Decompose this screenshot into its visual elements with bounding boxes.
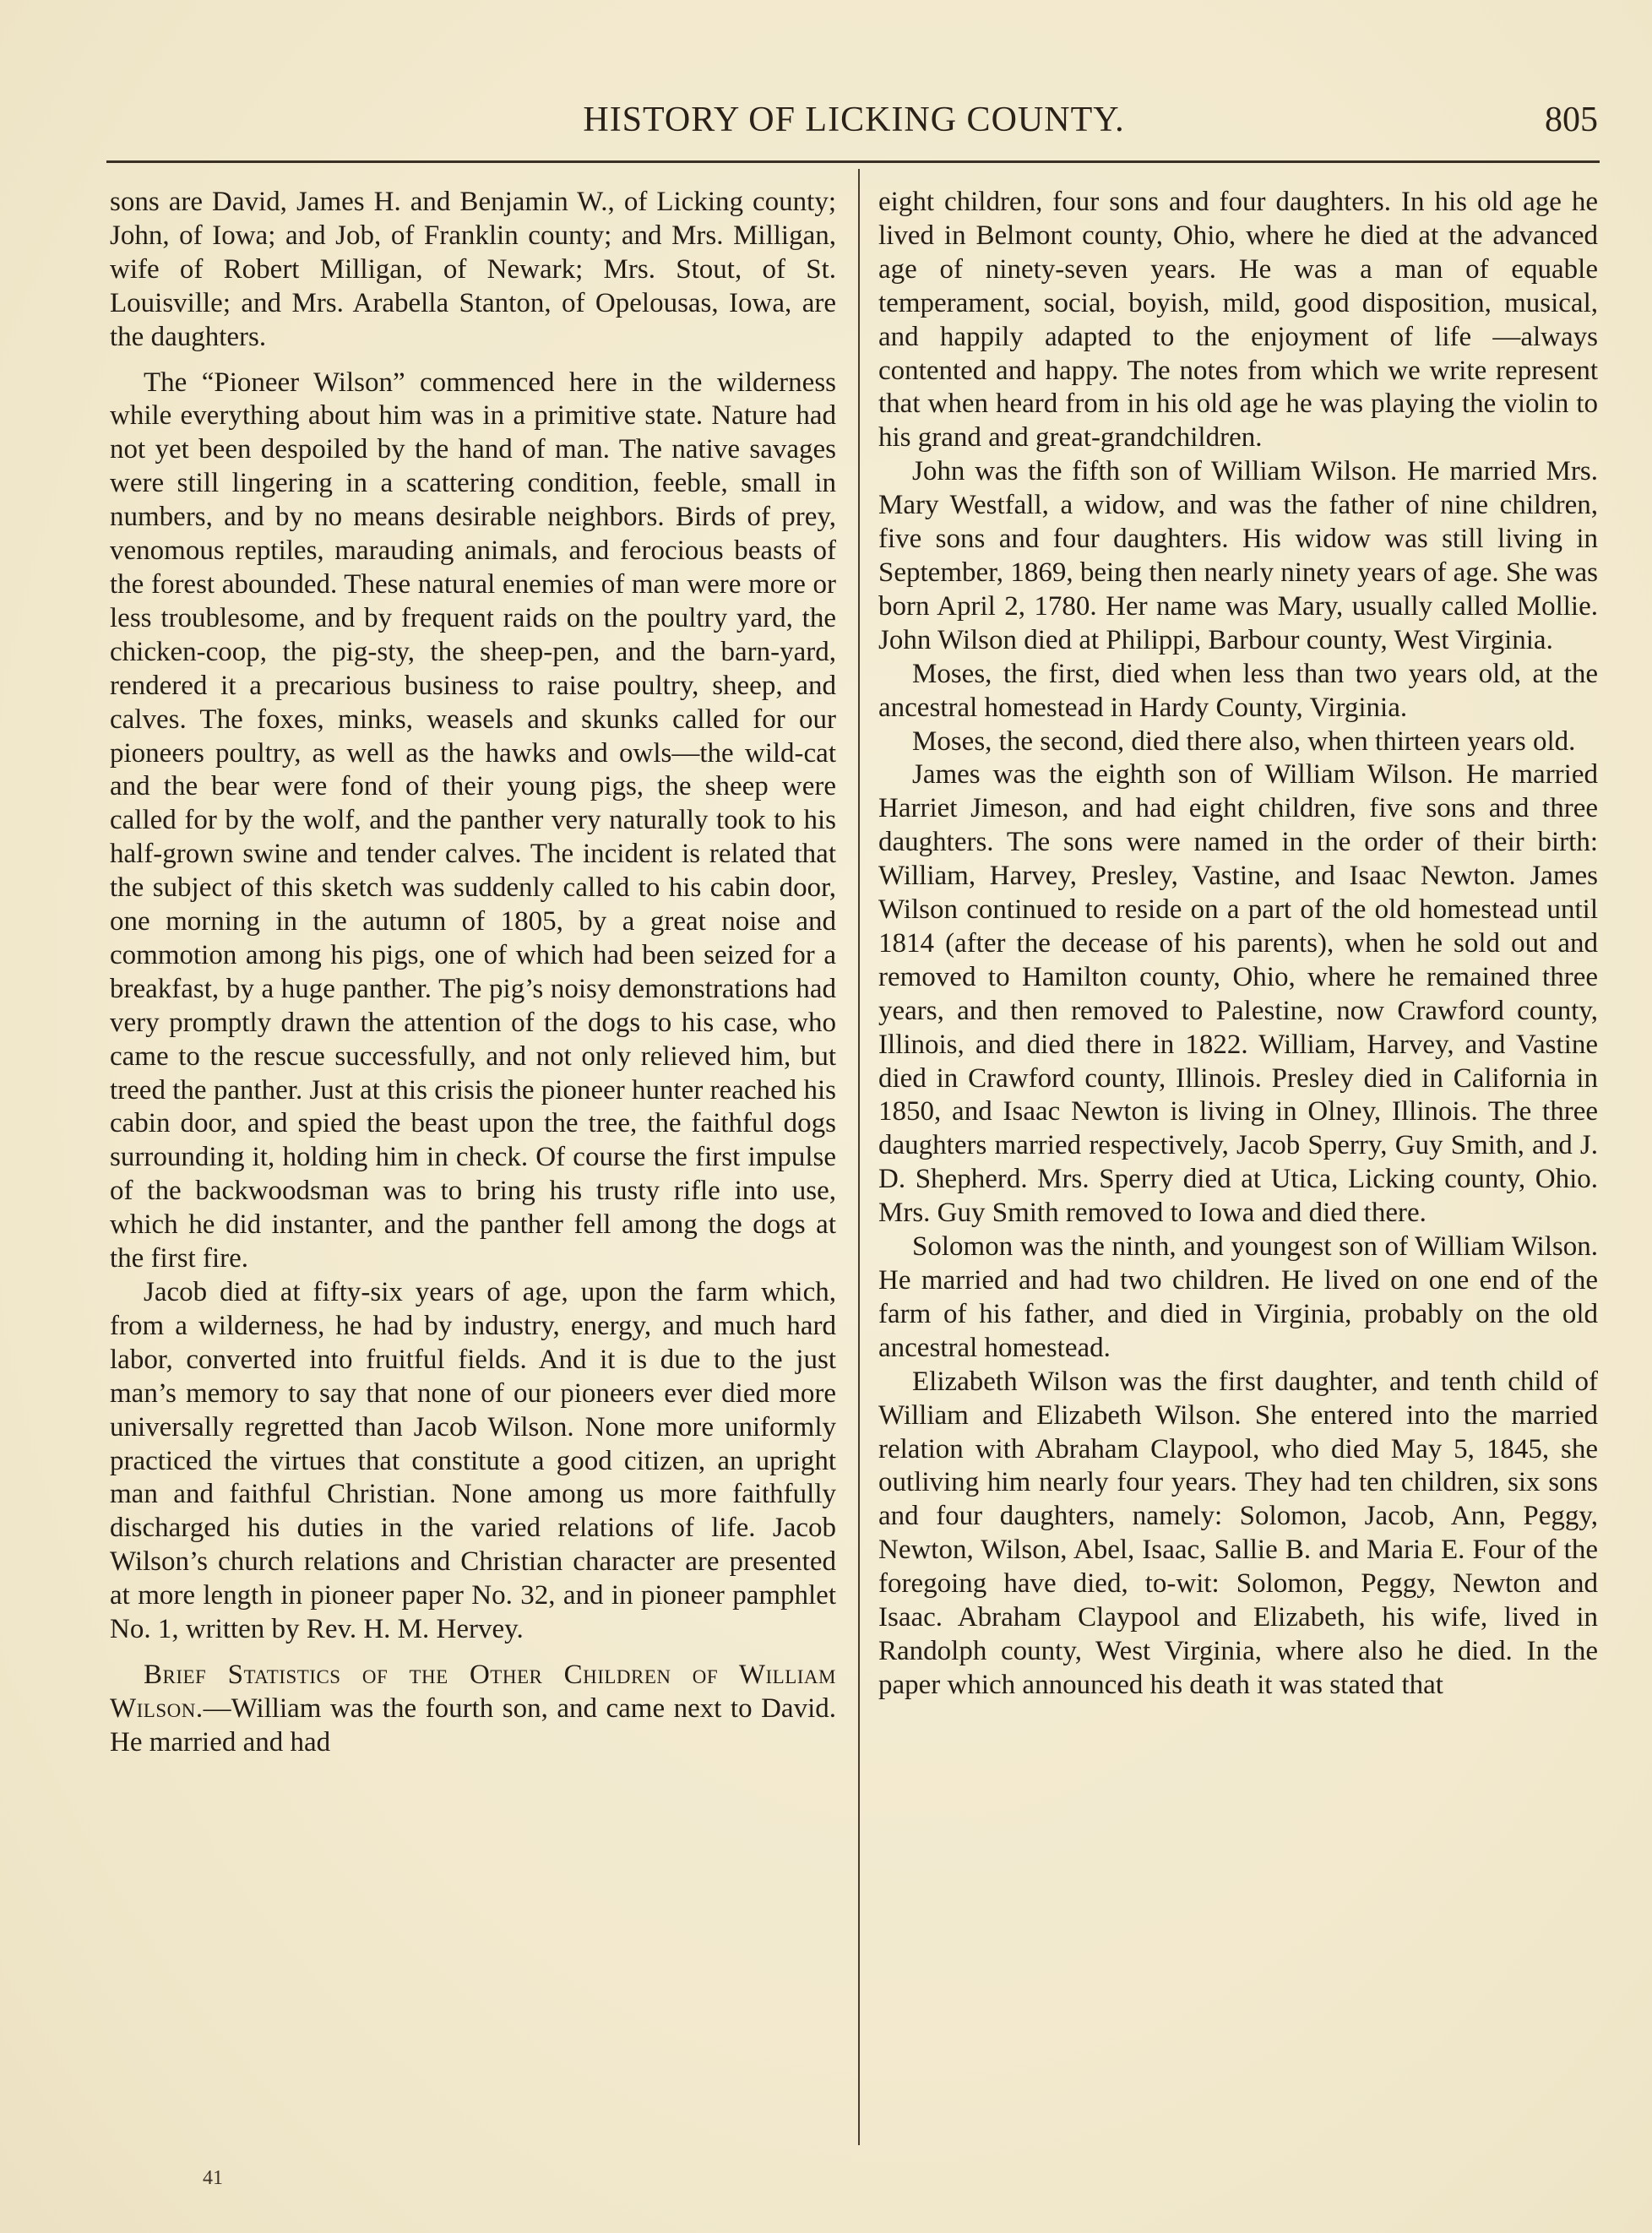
right-paragraph-7: Elizabeth Wilson was the first daughter, and tenth child of William and Elizabeth Wilson. She entered into the married relation with Abraham Claypool, who died May 5, 1845, she outliving him nearly four years. They had ten children, six sons and four daughters, namely: Solomon, Jacob, Ann, Peggy, Newton, Wilson, Abel, Isaac, Sallie B. and Maria E. Four of the foregoing have died, to-wit: Solomon, Peggy, Newton and Isaac. Abraham Claypool and Elizabeth, his wife, lived in Randolph county, West Virginia, where also he died. In the paper which announced his death it was stated that bbox=[878, 1366, 1598, 1700]
header-rule bbox=[106, 160, 1600, 163]
right-paragraph-3: Moses, the first, died when less than two years old, at the ancestral homestead in Hardy County, Virginia. bbox=[878, 658, 1598, 723]
left-paragraph-3: Jacob died at fifty-six years of age, upon the farm which, from a wilderness, he had by industry, energy, and much hard labor, converted into fruitful fields. And it is due to the just man’s memory to say that none of our pioneers ever died more universally regretted than Jacob Wilson. None more uniformly practiced the virtues that constitute a good citizen, an upright man and faithful Christian. None among us more faithfully discharged his duties in the varied relations of life. Jacob Wilson’s church relations and Christian character are presented at more length in pioneer paper No. 32, and in pioneer pamphlet No. 1, written by Rev. H. M. Hervey. bbox=[110, 1277, 836, 1645]
right-column bbox=[878, 186, 1598, 1703]
left-column bbox=[110, 186, 836, 1760]
page-number: 805 bbox=[1545, 101, 1598, 139]
left-paragraph-4-text: —William was the fourth son, and came next to David. He married and had bbox=[110, 1692, 836, 1758]
left-paragraph-2: The “Pioneer Wilson” commenced here in the wilderness while everything about him was in a primitive state. Nature had not yet been despoiled by the hand of man. The native savages were still lingering in a scattering condition, feeble, small in numbers, and by no means desirable neighbors. Birds of prey, venomous reptiles, marauding animals, and ferocious beasts of the forest abounded. These natural enemies of man were more or less troublesome, and by frequent raids on the poultry yard, the chicken-coop, the pig-sty, the sheep-pen, and the barn-yard, rendered it a precarious business to raise poultry, sheep, and calves. The foxes, minks, weasels and skunks called for our pioneers poultry, as well as the hawks and owls—the wild-cat and the bear were fond of their young pigs, the sheep were called for by the wolf, and the panther very naturally took to his half-grown swine and tender calves. The incident is related that the subject of this sketch was suddenly called to his cabin door, one morning in the autumn of 1805, by a great noise and commotion among his pigs, one of which had been seized for a breakfast, by a huge panther. The pig’s noisy demonstrations had very promptly drawn the attention of the dogs to his case, who came to the rescue successfully, and not only relieved him, but treed the panther. Just at this crisis the pioneer hunter reached his cabin door, and spied the beast upon the tree, the faithful dogs surrounding it, holding him in check. Of course the first impulse of the backwoodsman was to bring his trusty rifle into use, which he did instanter, and the panther fell among the dogs at the first fire. bbox=[110, 367, 836, 1274]
right-paragraph-2: John was the fifth son of William Wilson. He married Mrs. Mary Westfall, a widow, and was the father of nine children, five sons and four daughters. His widow was still living in September, 1869, being then nearly ninety years of age. She was born April 2, 1780. Her name was Mary, usually called Mollie. John Wilson died at Philippi, Barbour county, West Virginia. bbox=[878, 456, 1598, 655]
signature-mark: 41 bbox=[203, 2167, 223, 2189]
right-paragraph-5: James was the eighth son of William Wilson. He married Harriet Jimeson, and had eight children, five sons and three daughters. The sons were named in the order of their birth: William, Harvey, Presley, Vastine, and Isaac Newton. James Wilson continued to reside on a part of the old homestead until 1814 (after the decease of his parents), when he sold out and removed to Hamilton county, Ohio, where he remained three years, and then removed to Palestine, now Crawford county, Illinois, and died there in 1822. William, Harvey, and Vastine died in Crawford county, Illinois. Presley died in California in 1850, and Isaac Newton is living in Olney, Illinois. The three daughters married respectively, Jacob Sperry, Guy Smith, and J. D. Shepherd. Mrs. Sperry died at Utica, Licking county, Ohio. Mrs. Guy Smith removed to Iowa and died there. bbox=[878, 759, 1598, 1229]
left-paragraph-4 bbox=[110, 1659, 836, 1760]
column-divider bbox=[858, 169, 860, 2145]
right-paragraph-1: eight children, four sons and four daughters. In his old age he lived in Belmont county, Ohio, where he died at the advanced age of ninety-seven years. He was a man of equable temperament, social, boyish, mild, good disposition, musical, and happily adapted to the enjoyment of life —always contented and happy. The notes from which we write represent that when heard from in his old age he was playing the violin to his grand and great-grandchildren. bbox=[878, 187, 1598, 454]
right-paragraph-4: Moses, the second, died there also, when thirteen years old. bbox=[912, 725, 1576, 757]
page-header bbox=[110, 100, 1598, 150]
running-title: HISTORY OF LICKING COUNTY. bbox=[583, 101, 1125, 139]
right-paragraph-6: Solomon was the ninth, and youngest son of William Wilson. He married and had two children. He lived on one end of the farm of his father, and died in Virginia, probably on the old ancestral homestead. bbox=[878, 1231, 1598, 1363]
section-heading: Brief Statistics of the Other Children of William Wilson. bbox=[110, 1659, 836, 1724]
left-paragraph-1: sons are David, James H. and Benjamin W., of Licking county; John, of Iowa; and Job, of Franklin county; and Mrs. Milligan, wife of Robert Milligan, of Newark; Mrs. Stout, of St. Louisville; and Mrs. Arabella Stanton, of Opelousas, Iowa, are the daughters. bbox=[110, 187, 836, 352]
